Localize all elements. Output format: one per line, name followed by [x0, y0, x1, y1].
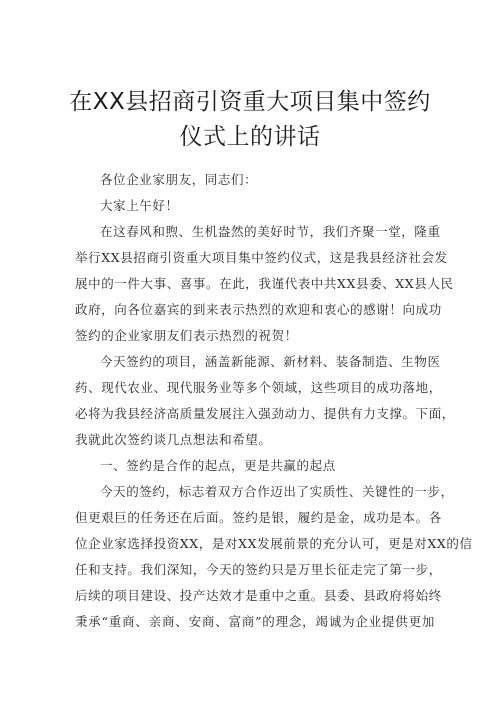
paragraph-line: 今天签约的项目，涵盖新能源、新材料、装备制造、生物医 [100, 354, 441, 369]
paragraph-line: 必将为我县经济高质量发展注入强劲动力、提供有力支撑。下面， [75, 406, 455, 421]
paragraph-line: 展中的一件大事、喜事。在此，我谨代表中共XX县委、XX县人民 [75, 276, 454, 291]
paragraph-line: 在这春风和煦、生机盎然的美好时节，我们齐聚一堂，隆重 [100, 224, 441, 239]
paragraph-line: 秉承“重商、亲商、安商、富商”的理念，竭诚为企业提供更加 [75, 614, 435, 629]
greeting: 大家上午好！ [100, 198, 179, 213]
paragraph-line: 任和支持。我们深知，今天的签约只是万里长征走完了第一步， [75, 562, 442, 577]
paragraph-line: 后续的项目建设、投产达效才是重中之重。县委、县政府将始终 [75, 588, 442, 603]
paragraph-line: 签约的企业家朋友们表示热烈的祝贺！ [75, 328, 298, 343]
paragraph-line: 今天的签约，标志着双方合作迈出了实质性、关键性的一步， [100, 484, 454, 499]
paragraph-line: 举行XX县招商引资重大项目集中签约仪式，这是我县经济社会发 [75, 250, 448, 265]
document-title-line-2: 仪式上的讲话 [179, 124, 321, 150]
section-heading: 一、签约是合作的起点，更是共赢的起点 [100, 458, 336, 473]
paragraph-line: 政府，向各位嘉宾的到来表示热烈的欢迎和衷心的感谢！向成功 [75, 302, 442, 317]
paragraph-line: 我就此次签约谈几点想法和希望。 [75, 432, 272, 447]
paragraph-line: 位企业家选择投资XX，是对XX发展前景的充分认可，更是对XX的信 [75, 536, 473, 551]
paragraph-line: 但更艰巨的任务还在后面。签约是银，履约是金，成功是本。各 [75, 510, 442, 525]
paragraph-line: 药、现代农业、现代服务业等多个领域，这些项目的成功落地， [75, 380, 442, 395]
document-title-line-1: 在XX县招商引资重大项目集中签约 [69, 89, 431, 115]
salutation: 各位企业家朋友，同志们： [100, 172, 258, 187]
